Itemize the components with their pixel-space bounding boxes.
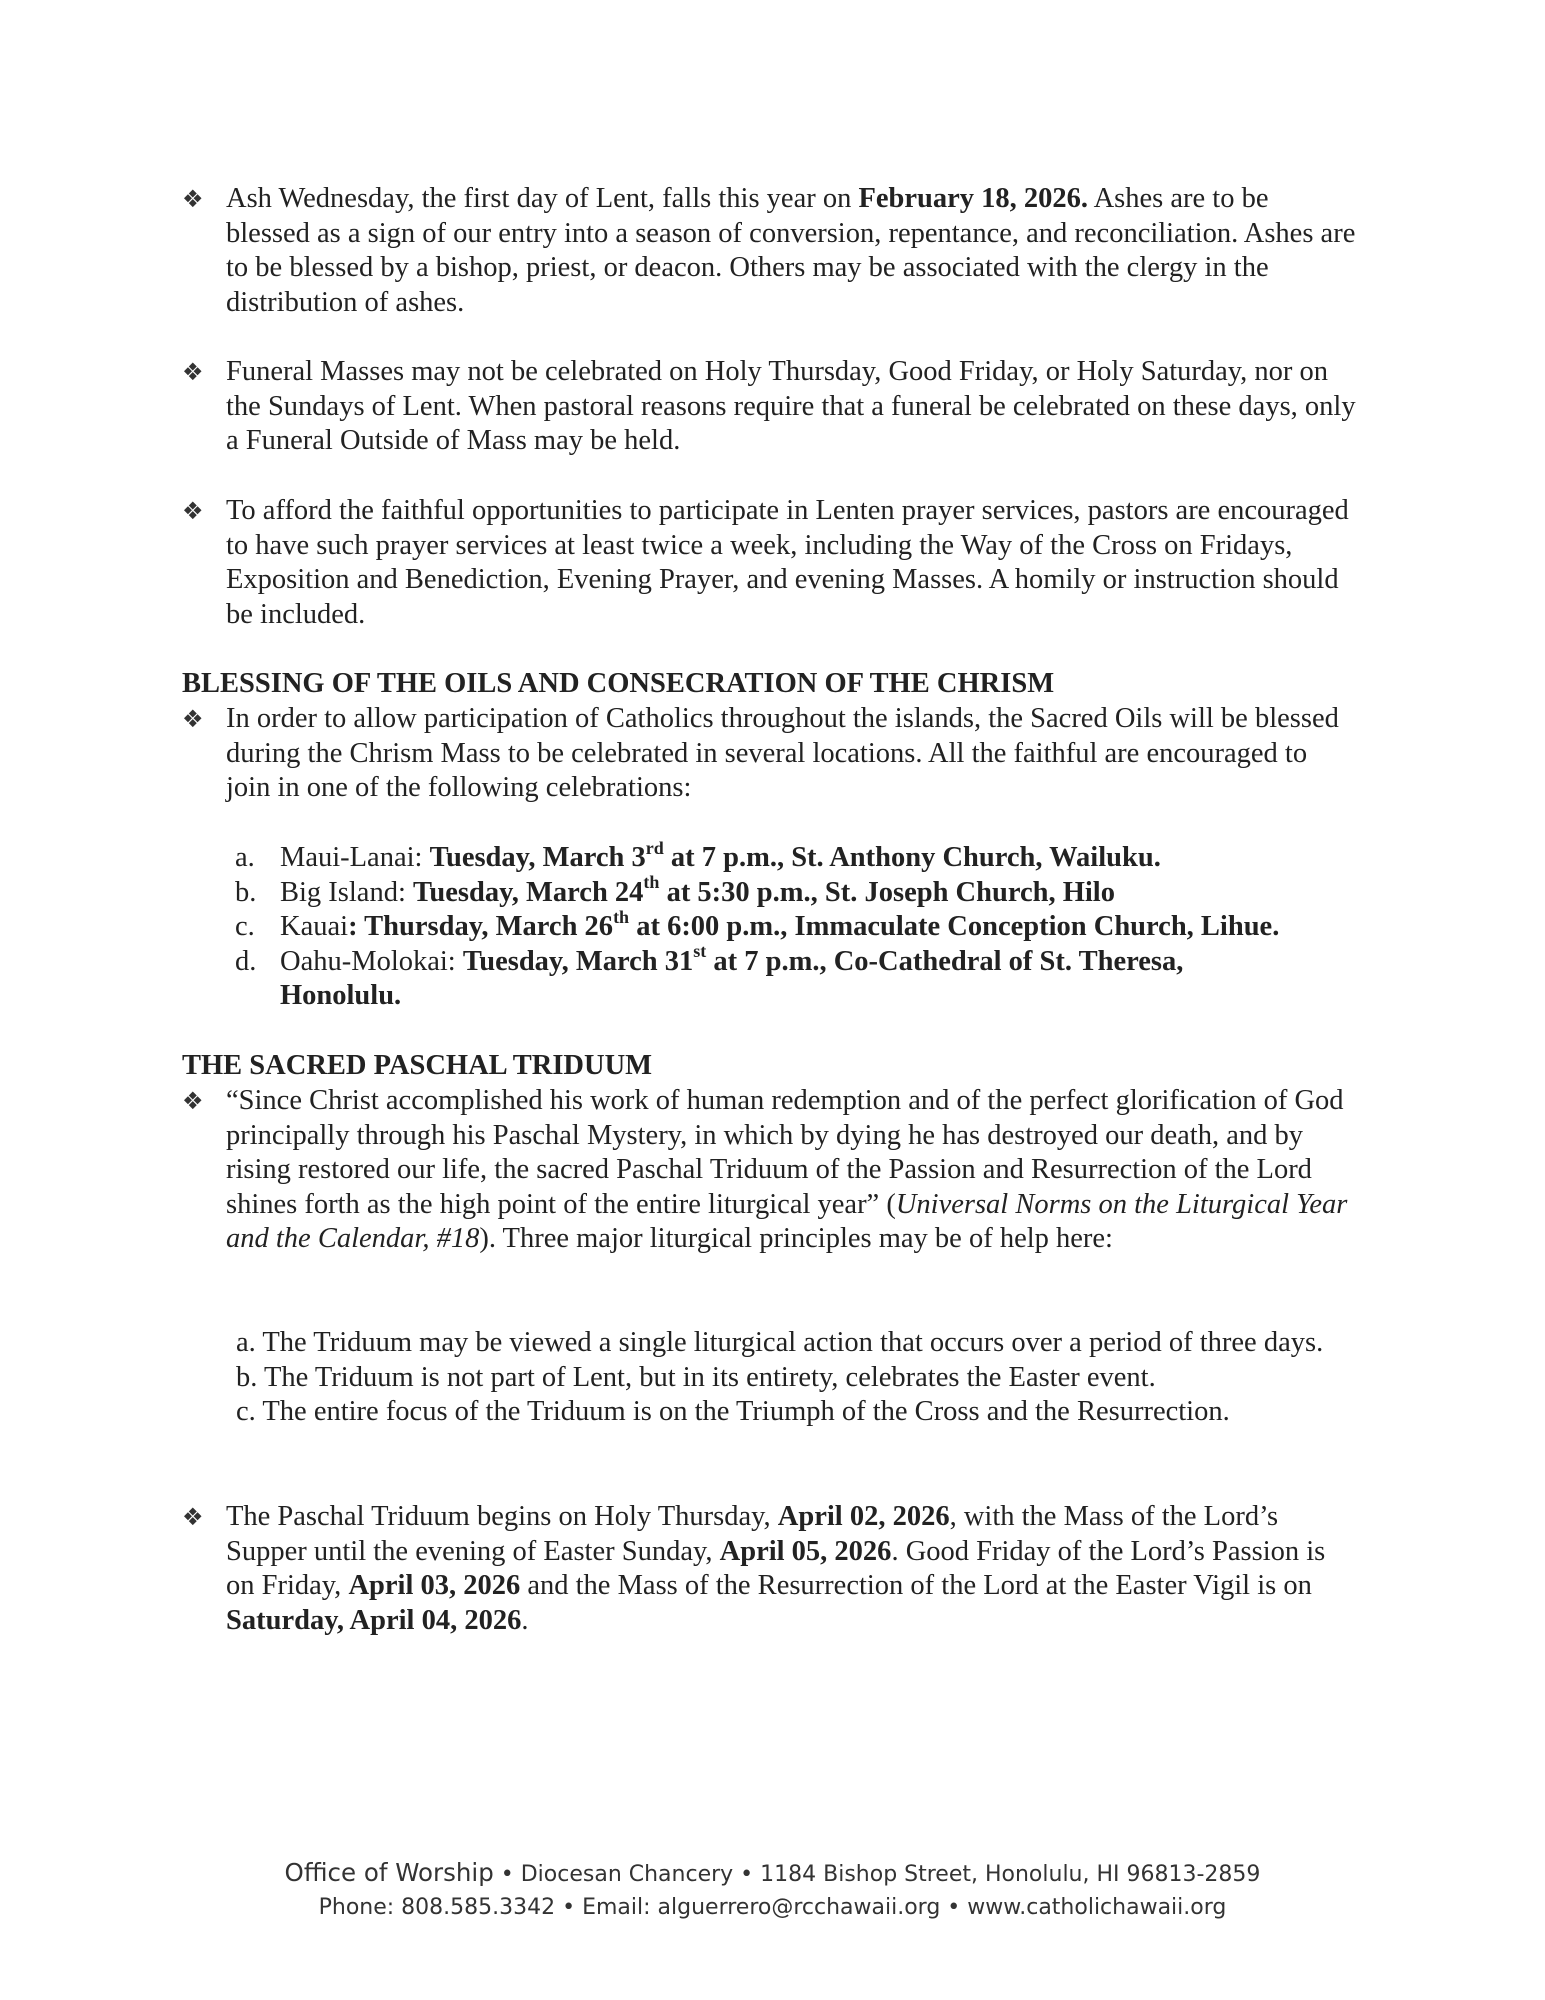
dates-text: . Good Friday of the Lord’s Passion is on Friday, xyxy=(226,1535,1326,1601)
funeral-masses-bullet xyxy=(182,355,1357,459)
diamond-bullet-icon: ❖ xyxy=(182,185,204,213)
triduum-dates-bullet xyxy=(182,1500,1357,1638)
easter-sunday-date: April 05, 2026 xyxy=(719,1535,892,1567)
mass-details: at 7 p.m., Co-Cathedral of St. Theresa, Honolulu. xyxy=(280,945,1184,1011)
principles-list xyxy=(236,1326,1346,1430)
office-name: Office of Worship xyxy=(284,1858,494,1887)
diamond-bullet-icon: ❖ xyxy=(182,705,204,733)
oils-bullet xyxy=(182,702,1357,806)
lenten-prayer-bullet xyxy=(182,494,1357,632)
mass-details: at 6:00 p.m., Immaculate Conception Church, Lihue. xyxy=(629,911,1280,942)
diamond-bullet-icon: ❖ xyxy=(182,497,204,525)
list-item xyxy=(235,906,1365,945)
list-marker: d. xyxy=(235,945,257,977)
location-label: Oahu-Molokai: xyxy=(280,945,463,977)
mass-details: at 7 p.m., St. Anthony Church, Wailuku. xyxy=(663,842,1161,873)
triduum-quote-bullet xyxy=(182,1084,1357,1257)
diamond-bullet-icon: ❖ xyxy=(182,1087,204,1115)
list-marker: b. xyxy=(235,876,257,908)
ash-wednesday-text-rest: Ashes are to be blessed as a sign of our entry into a season of conversion, repentance, and reconciliation. Ashes are to be blessed by a bishop, priest, or deacon. Others may be associated with the clergy in the distribution of ashes. xyxy=(226,183,1356,318)
chrism-mass-list xyxy=(235,837,1365,1014)
triduum-heading: THE SACRED PASCHAL TRIDUUM xyxy=(182,1050,653,1081)
footer-address: • Diocesan Chancery • 1184 Bishop Street, Honolulu, HI 96813-2859 xyxy=(493,1862,1261,1887)
mass-date: Tuesday, March 3 xyxy=(429,842,646,873)
list-item xyxy=(235,837,1365,876)
lenten-prayer-text: To afford the faithful opportunities to participate in Lenten prayer services, pastors are encouraged to have such prayer services at least twice a week, including the Way of the Cross on Fridays, Exposition and Benediction, Evening Prayer, and evening Masses. A homily or instruction should be included. xyxy=(226,495,1349,630)
date-suffix: th xyxy=(613,906,630,927)
date-suffix: st xyxy=(693,941,707,961)
mass-date: Tuesday, March 24 xyxy=(413,876,644,908)
location-label: Maui-Lanai: xyxy=(280,842,430,873)
ash-wednesday-text: Ash Wednesday, the first day of Lent, falls this year on xyxy=(226,183,859,214)
location-label: Kauai xyxy=(280,911,349,942)
mass-details: at 5:30 p.m., St. Joseph Church, Hilo xyxy=(659,876,1115,908)
oils-heading: BLESSING OF THE OILS AND CONSECRATION OF THE CHRISM xyxy=(182,668,1055,699)
diamond-bullet-icon: ❖ xyxy=(182,358,204,386)
list-item: c. The entire focus of the Triduum is on the Triumph of the Cross and the Resurrection. xyxy=(236,1396,1230,1427)
list-item: b. The Triduum is not part of Lent, but in its entirety, celebrates the Easter event. xyxy=(236,1361,1156,1393)
diamond-bullet-icon: ❖ xyxy=(182,1503,204,1531)
dates-text: The Paschal Triduum begins on Holy Thursday, xyxy=(226,1501,778,1532)
list-item xyxy=(235,941,1280,1014)
good-friday-date: April 03, 2026 xyxy=(348,1570,521,1601)
list-item: a. The Triduum may be viewed a single liturgical action that occurs over a period of three days. xyxy=(236,1327,1324,1358)
mass-date: : Thursday, March 26 xyxy=(348,911,614,942)
date-suffix: rd xyxy=(645,837,664,858)
easter-vigil-date: Saturday, April 04, 2026 xyxy=(226,1604,522,1636)
location-label: Big Island: xyxy=(280,876,413,908)
dates-text: and the Mass of the Resurrection of the Lord at the Easter Vigil is on xyxy=(520,1570,1312,1601)
list-marker: a. xyxy=(235,842,255,873)
funeral-masses-text: Funeral Masses may not be celebrated on Holy Thursday, Good Friday, or Holy Saturday, nor on the Sundays of Lent. When pastoral reasons require that a funeral be celebrated on these days, only a Funeral Outside of Mass may be held. xyxy=(226,356,1356,456)
list-marker: c. xyxy=(235,911,255,942)
dates-text: . xyxy=(521,1604,529,1636)
mass-date: Tuesday, March 31 xyxy=(462,945,694,977)
ash-wednesday-date: February 18, 2026. xyxy=(858,183,1089,214)
dates-text: , with the Mass of the Lord’s Supper until the evening of Easter Sunday, xyxy=(226,1501,1279,1567)
triduum-quote-after: ). Three major liturgical principles may be of help here: xyxy=(479,1223,1113,1254)
quote-source: Universal Norms on the Liturgical Year and the Calendar, #18 xyxy=(226,1188,1348,1254)
date-suffix: th xyxy=(643,872,660,892)
oils-text: In order to allow participation of Catholics throughout the islands, the Sacred Oils will be blessed during the Chrism Mass to be celebrated in several locations. All the faithful are encouraged to join in one of the following celebrations: xyxy=(226,703,1339,803)
triduum-quote: “Since Christ accomplished his work of human redemption and of the perfect glorification of God principally through his Paschal Mystery, in which by dying he has destroyed our death, and by rising restored our life, the sacred Paschal Triduum of the Passion and Resurrection of the Lord shines forth as the high point of the entire liturgical year” ( xyxy=(226,1085,1344,1220)
list-item xyxy=(235,872,1365,911)
holy-thursday-date: April 02, 2026 xyxy=(777,1501,950,1532)
footer-contact: Phone: 808.585.3342 • Email: alguerrero@rcchawaii.org • www.catholichawaii.org xyxy=(318,1895,1227,1920)
ash-wednesday-bullet xyxy=(182,182,1357,320)
